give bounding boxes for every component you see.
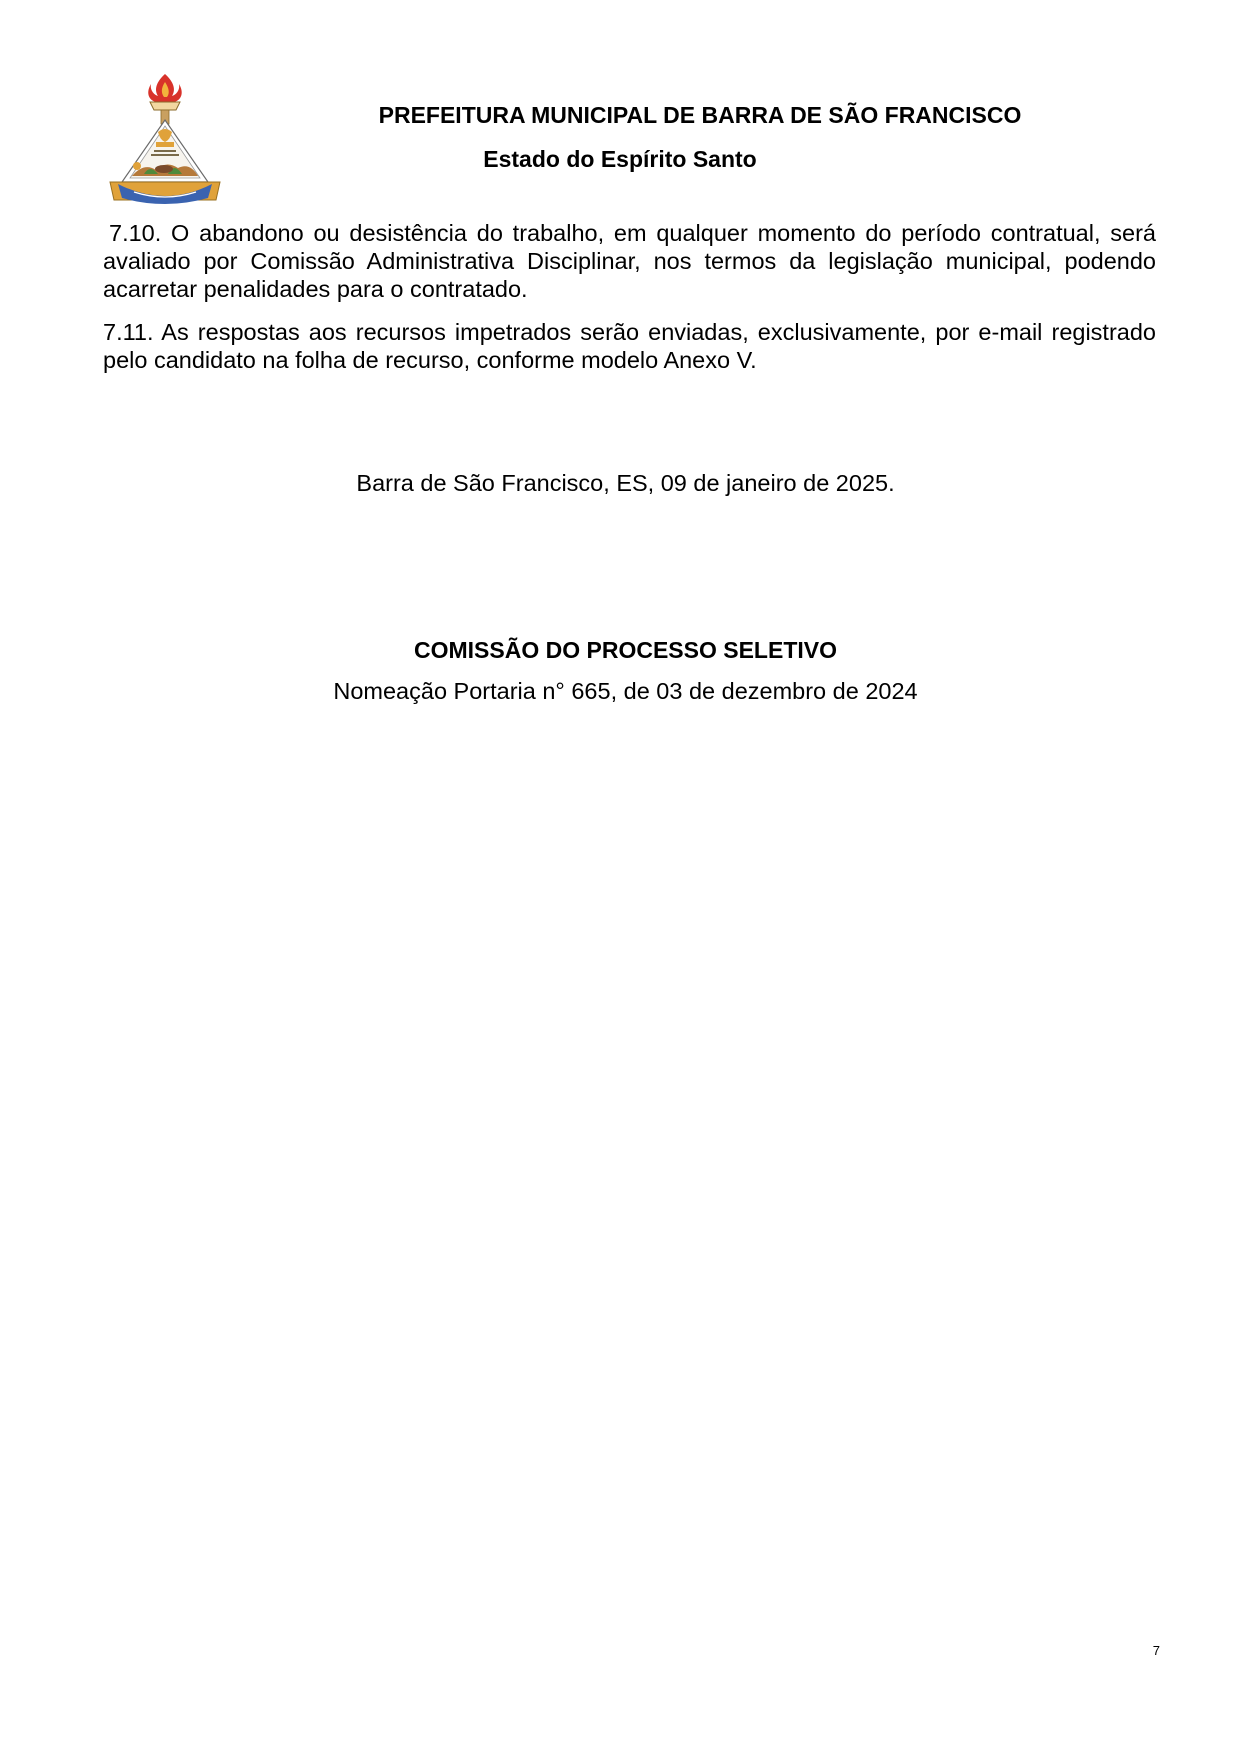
page-number: 7 [1152, 1643, 1160, 1658]
municipal-coat-of-arms-icon [104, 70, 226, 210]
paragraph-7-10: 7.10. O abandono ou desistência do trabalho, em qualquer momento do período contratual, será avaliado por Comissão Administrativa Disciplinar, nos termos da legislação municipal, podendo acarretar penalidades para o contratado. [103, 220, 1156, 302]
nomination-line: Nomeação Portaria n° 665, de 03 de dezembro de 2024 [333, 678, 918, 704]
header-subtitle: Estado do Espírito Santo [483, 146, 757, 172]
date-line: Barra de São Francisco, ES, 09 de janeiro de 2025. [356, 470, 895, 496]
header-title: PREFEITURA MUNICIPAL DE BARRA DE SÃO FRANCISCO [378, 102, 1022, 128]
paragraph-7-11: 7.11. As respostas aos recursos impetrados serão enviadas, exclusivamente, por e-mail registrado pelo candidato na folha de recurso, conforme modelo Anexo V. [103, 319, 1156, 373]
commission-title: COMISSÃO DO PROCESSO SELETIVO [413, 637, 837, 663]
